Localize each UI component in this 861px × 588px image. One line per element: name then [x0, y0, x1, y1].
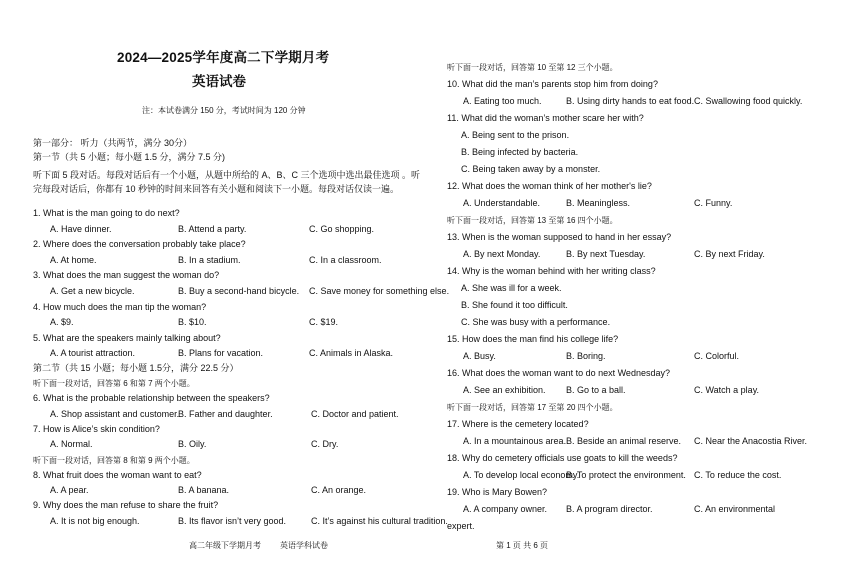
question-text: 8. What fruit does the woman want to eat? [33, 469, 202, 480]
question-text: 18. Why do cemetery officials use goats to kill the weeds? [447, 453, 678, 463]
option-b: B. A program director. [566, 504, 653, 514]
question-text: 6. What is the probable relationship between the speakers? [33, 393, 270, 404]
question-text: 11. What did the woman’s mother scare her with? [447, 113, 644, 123]
listening-instruction: 听下面一段对话，回答第 13 至第 16 四个小题。 [447, 216, 618, 225]
question-text: 3. What does the man suggest the woman do? [33, 270, 220, 281]
option-a: A. Have dinner. [50, 223, 112, 234]
listening-instruction: 听下面一段对话，回答第 8 和第 9 两个小题。 [33, 455, 195, 465]
option-c: C. Funny. [694, 198, 733, 208]
option-c: C. Near the Anacostia River. [694, 436, 808, 446]
option-a: A. Shop assistant and customer. [50, 408, 180, 419]
option-c: C. By next Friday. [694, 249, 765, 259]
listening-instruction: 听下面一段对话，回答第 6 和第 7 两个小题。 [33, 379, 195, 388]
option-c: C. Go shopping. [309, 223, 375, 234]
section2-heading: 第二节（共 15 小题；每小题 1.5分，满分 22.5 分） [33, 363, 239, 373]
option-line: C. She was busy with a performance. [461, 317, 611, 327]
option-c: C. To reduce the cost. [694, 470, 782, 480]
question-text: 19. Who is Mary Bowen? [447, 487, 548, 497]
question-text: 17. Where is the cemetery located? [447, 419, 589, 429]
question-text: 15. How does the man find his college life? [447, 334, 619, 344]
option-c: C. Dry. [311, 439, 339, 450]
footer-subject: 英语学科试卷 [280, 541, 328, 550]
option-b: B. Oily. [178, 439, 207, 450]
option-a: A. $9. [50, 317, 74, 328]
option-b: B. Its flavor isn’t very good. [178, 515, 287, 526]
option-a: A. To develop local economy. [463, 470, 580, 480]
section1-instructions: 听下面 5 段对话。每段对话后有一个小题，从题中所给的 A、B、C 三个选项中选出最佳选项 。听完每段对话后，你都有 10 秒钟的时间来回答有关小题和阅读下一小题。每段对话仅读一遍。 [33, 170, 421, 194]
option-c: C. It’s against his cultural tradition. [311, 515, 448, 526]
question-text: 7. How is Alice’s skin condition? [33, 423, 160, 434]
option-b: B. Beside an animal reserve. [566, 436, 682, 446]
question-text: 13. When is the woman supposed to hand in her essay? [447, 232, 672, 242]
option-c: C. Swallowing food quickly. [694, 96, 803, 106]
question-text: 9. Why does the man refuse to share the fruit? [33, 500, 219, 511]
exam-note: 注：本试卷满分 150 分，考试时间为 120 分钟 [142, 106, 306, 115]
option-c: C. In a classroom. [309, 254, 382, 265]
option-a: A. Get a new bicycle. [50, 286, 135, 296]
option-b: B. In a stadium. [178, 254, 241, 265]
footer-grade: 高二年级下学期月考 [189, 541, 261, 550]
option-line: expert. [447, 521, 475, 531]
option-a: A. A tourist attraction. [50, 348, 136, 359]
option-c: C. Save money for something else. [309, 286, 450, 296]
option-b: B. To protect the environment. [566, 470, 686, 480]
option-a: A. Eating too much. [463, 96, 542, 106]
question-text: 4. How much does the man tip the woman? [33, 301, 207, 312]
question-text: 10. What did the man’s parents stop him from doing? [447, 79, 658, 89]
option-b: B. Attend a party. [178, 223, 247, 234]
option-a: A. Normal. [50, 439, 93, 450]
option-a: A. Busy. [463, 351, 496, 361]
listening-instruction: 听下面一段对话，回答第 10 至第 12 三个小题。 [447, 63, 618, 72]
option-a: A. A pear. [50, 485, 89, 496]
option-line: B. Being infected by bacteria. [461, 147, 579, 157]
part1-heading: 第一部分： 听力（共两节，满分 30分） [33, 138, 193, 148]
option-b: B. Using dirty hands to eat food. [566, 96, 695, 106]
question-text: 12. What does the woman think of her mother's lie? [447, 181, 652, 191]
option-a: A. A company owner. [463, 504, 548, 514]
option-line: C. Being taken away by a monster. [461, 164, 601, 174]
option-b: B. Go to a ball. [566, 385, 626, 395]
option-c: C. $19. [309, 317, 339, 328]
option-a: A. It is not big enough. [50, 515, 140, 526]
option-a: A. By next Monday. [463, 249, 541, 259]
footer-page-number: 第 1 页 共 6 页 [496, 541, 549, 550]
option-line: A. Being sent to the prison. [461, 130, 570, 140]
question-text: 14. Why is the woman behind with her writing class? [447, 266, 656, 276]
option-line: B. She found it too difficult. [461, 300, 568, 310]
question-text: 5. What are the speakers mainly talking about? [33, 332, 221, 343]
option-a: A. At home. [50, 254, 97, 265]
option-c: C. An environmental [694, 504, 776, 514]
option-b: B. Boring. [566, 351, 606, 361]
option-c: C. An orange. [311, 485, 367, 496]
option-c: C. Watch a play. [694, 385, 760, 395]
option-a: A. In a mountainous area. [463, 436, 567, 446]
option-b: B. $10. [178, 317, 207, 328]
option-b: B. By next Tuesday. [566, 249, 646, 259]
question-text: 1. What is the man going to do next? [33, 208, 180, 218]
option-b: B. Father and daughter. [178, 408, 273, 419]
option-b: B. A banana. [178, 485, 230, 496]
question-text: 2. Where does the conversation probably take place? [33, 239, 246, 250]
option-b: B. Plans for vacation. [178, 348, 264, 359]
option-b: B. Buy a second-hand bicycle. [178, 286, 300, 296]
option-a: A. See an exhibition. [463, 385, 546, 395]
option-line: A. She was ill for a week. [461, 283, 562, 293]
exam-subtitle: 英语试卷 [192, 74, 246, 89]
listening-instruction: 听下面一段对话，回答第 17 至第 20 四个小题。 [447, 403, 618, 412]
exam-title: 2024—2025学年度高二下学期月考 [117, 50, 330, 65]
option-a: A. Understandable. [463, 198, 541, 208]
option-c: C. Animals in Alaska. [309, 348, 394, 359]
option-c: C. Doctor and patient. [311, 408, 399, 419]
section1-heading: 第一节（共 5 小题；每小题 1.5 分，满分 7.5 分) [33, 152, 226, 162]
question-text: 16. What does the woman want to do next Wednesday? [447, 368, 670, 378]
option-b: B. Meaningless. [566, 198, 631, 208]
option-c: C. Colorful. [694, 351, 740, 361]
